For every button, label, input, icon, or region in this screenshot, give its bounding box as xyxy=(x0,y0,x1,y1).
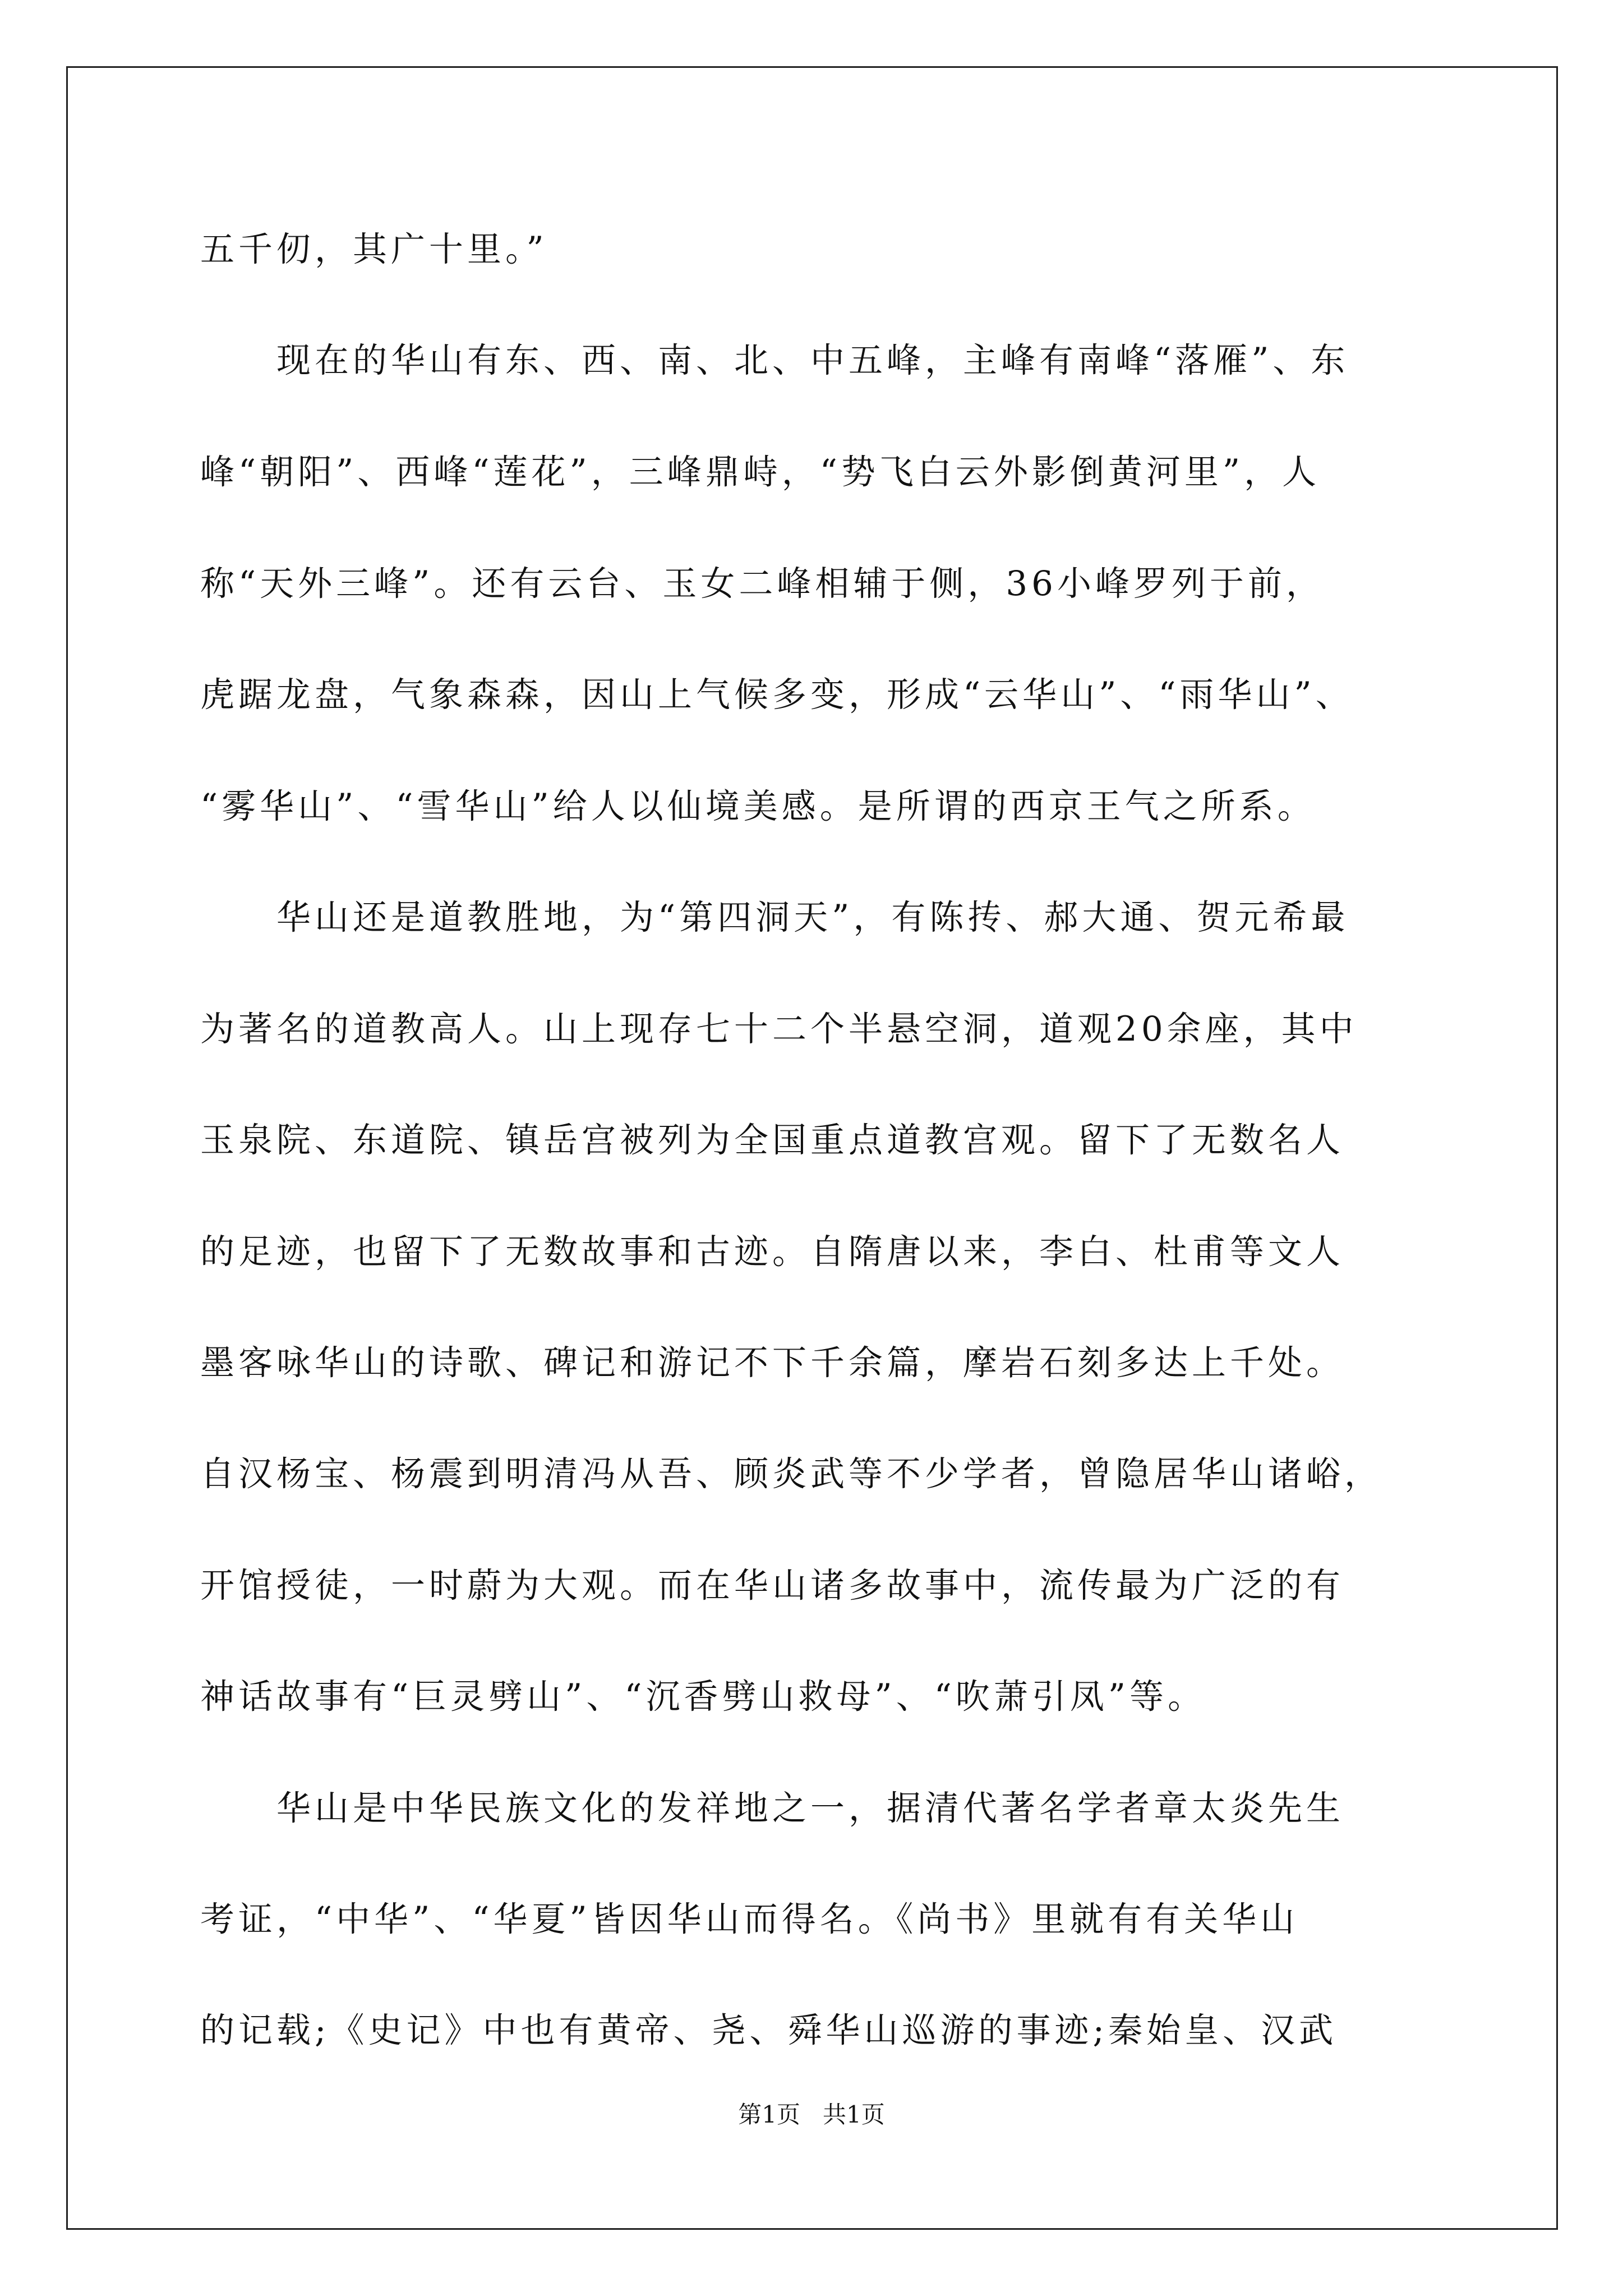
text-line: 玉泉院、东道院、镇岳宫被列为全国重点道教宫观。留下了无数名人 xyxy=(200,1120,1345,1160)
text-line: 虎踞龙盘，气象森森，因山上气候多变，形成“云华山”、“雨华山”、 xyxy=(200,675,1354,715)
text-line: 自汉杨宝、杨震到明清冯从吾、顾炎武等不少学者，曾隐居华山诸峪， xyxy=(200,1454,1383,1494)
text-line: 为著名的道教高人。山上现存七十二个半悬空洞，道观20余座，其中 xyxy=(200,1009,1358,1049)
text-line: “雾华山”、“雪华山”给人以仙境美感。是所谓的西京王气之所系。 xyxy=(200,786,1316,826)
text-line: 现在的华山有东、西、南、北、中五峰，主峰有南峰“落雁”、东 xyxy=(200,341,1349,380)
text-line: 称“天外三峰”。还有云台、玉女二峰相辅于侧，36小峰罗列于前， xyxy=(200,564,1324,604)
text-line: 墨客咏华山的诗歌、碑记和游记不下千余篇，摩岩石刻多达上千处。 xyxy=(200,1343,1345,1383)
text-line: 华山是中华民族文化的发祥地之一，据清代著名学者章太炎先生 xyxy=(200,1788,1345,1828)
text-line: 开馆授徒，一时蔚为大观。而在华山诸多故事中，流传最为广泛的有 xyxy=(200,1566,1345,1605)
text-line: 的记载;《史记》中也有黄帝、尧、舜华山巡游的事迹;秦始皇、汉武 xyxy=(200,2010,1338,2050)
page-total: 共1页 xyxy=(823,2101,885,2128)
page-number: 第1页 xyxy=(738,2101,800,2128)
page-footer xyxy=(0,2098,1623,2132)
text-line: 华山还是道教胜地，为“第四洞天”，有陈抟、郝大通、贺元希最 xyxy=(200,898,1349,937)
text-line: 的足迹，也留下了无数故事和古迹。自隋唐以来，李白、杜甫等文人 xyxy=(200,1232,1345,1272)
text-line: 五千仞，其广十里。” xyxy=(200,229,548,269)
text-line: 神话故事有“巨灵劈山”、“沉香劈山救母”、“吹萧引凤”等。 xyxy=(200,1677,1206,1717)
text-line: 考证，“中华”、“华夏”皆因华山而得名。《尚书》里就有有关华山 xyxy=(200,1899,1299,1939)
text-line: 峰“朝阳”、西峰“莲花”，三峰鼎峙，“势飞白云外影倒黄河里”，人 xyxy=(200,452,1321,492)
